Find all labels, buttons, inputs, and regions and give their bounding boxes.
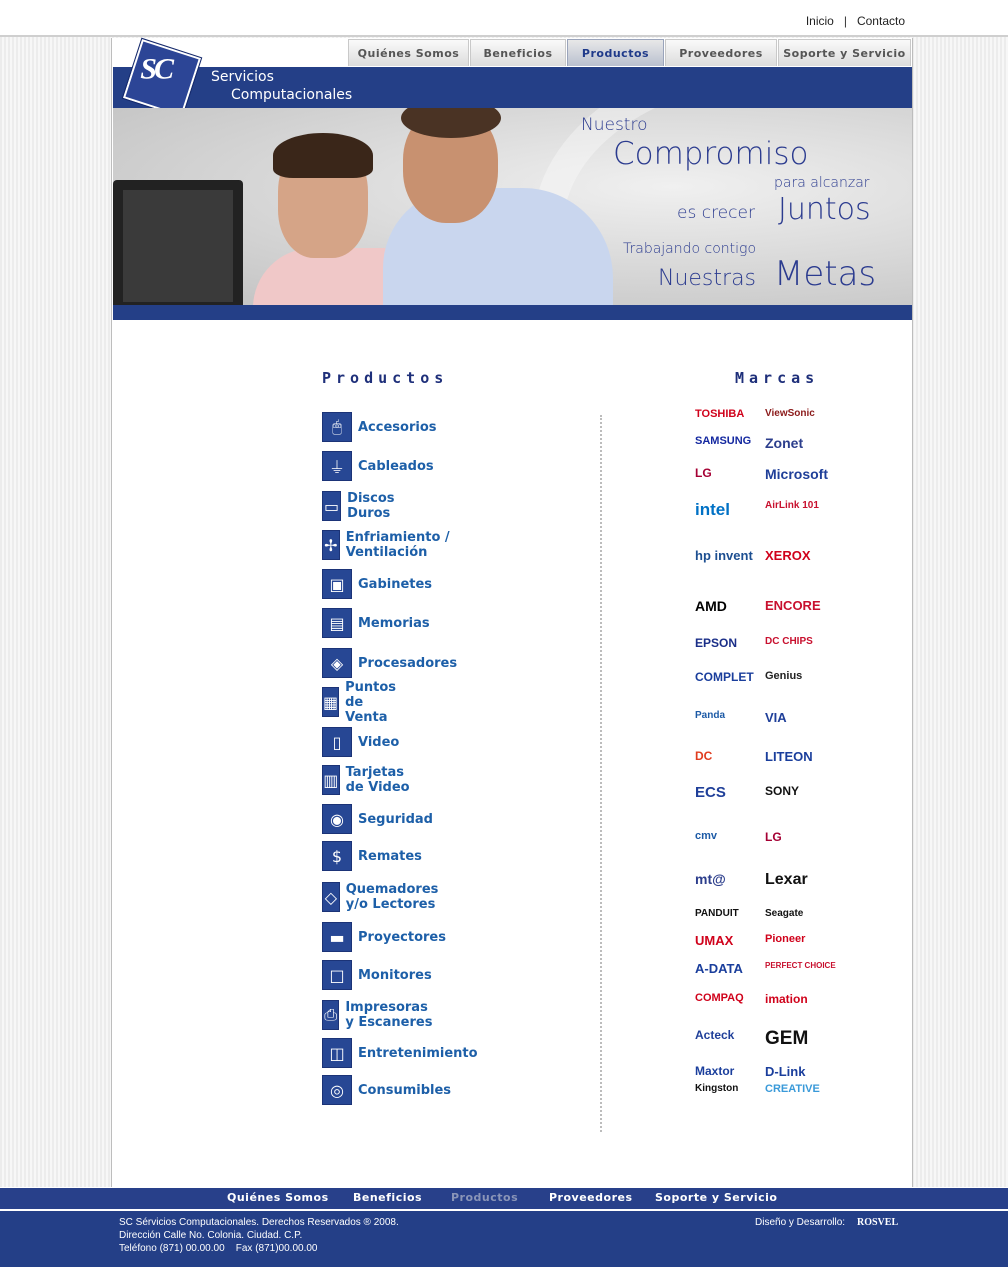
brand-logo-liteon[interactable]: LITEON	[765, 749, 813, 764]
brand-logo-genius[interactable]: Genius	[765, 670, 803, 682]
product-label: Quemadores y/o Lectores	[345, 882, 439, 912]
brand-logo-mt-[interactable]: mt@	[695, 871, 726, 887]
products-title: Productos	[322, 369, 449, 387]
product-procesadores[interactable]	[322, 647, 457, 679]
product-label: Discos Duros	[347, 491, 395, 521]
product-label: Enfriamiento / Ventilación	[345, 530, 450, 560]
brand-logo-via[interactable]: VIA	[765, 710, 787, 725]
brand-logo-lg[interactable]: LG	[695, 466, 712, 480]
nav-tab-productos[interactable]: Productos	[567, 39, 664, 66]
product-label: Video	[358, 734, 400, 750]
brand-logo-zonet[interactable]: Zonet	[765, 435, 804, 451]
footer-credit-name[interactable]: ROSVEL	[857, 1217, 899, 1228]
brand-logo-panduit[interactable]: PANDUIT	[695, 908, 739, 919]
hero-line4a: es crecer	[677, 203, 755, 223]
pos-icon: ▦	[322, 687, 339, 717]
remote-icon: ▯	[322, 727, 352, 757]
brand-logo-encore[interactable]: ENCORE	[765, 598, 821, 613]
computer-monitor-image	[113, 180, 243, 305]
product-enfriamiento[interactable]	[322, 529, 453, 561]
brand-logo-compaq[interactable]: COMPAQ	[695, 992, 744, 1004]
product-quemadores[interactable]	[322, 881, 451, 913]
case-icon: ▣	[322, 569, 352, 599]
main-nav	[348, 39, 912, 67]
projector-icon: ▬	[322, 922, 352, 952]
brand-logo-lg[interactable]: LG	[765, 830, 782, 844]
brand-name-line1: Servicios	[211, 69, 274, 85]
brand-logo-viewsonic[interactable]: ViewSonic	[765, 408, 815, 419]
product-discos-duros[interactable]	[322, 490, 405, 522]
fan-icon: ✢	[322, 530, 340, 560]
hero-line2: Compromiso	[613, 136, 809, 172]
cpu-icon: ◈	[322, 648, 352, 678]
brand-logo-dc-chips[interactable]: DC CHIPS	[765, 636, 813, 647]
brand-logo-seagate[interactable]: Seagate	[765, 908, 804, 919]
brand-logo-perfect-choice[interactable]: PERFECT CHOICE	[765, 961, 836, 970]
brand-logo-sony[interactable]: SONY	[765, 784, 800, 798]
brand-logo-gem[interactable]: GEM	[765, 1028, 809, 1049]
product-consumibles[interactable]	[322, 1074, 451, 1106]
brand-logo-xerox[interactable]: XEROX	[765, 548, 811, 563]
brand-logo-airlink-101[interactable]: AirLink 101	[765, 500, 819, 511]
home-link[interactable]: Inicio	[805, 14, 834, 28]
product-label: Procesadores	[358, 655, 458, 671]
hero-line6a: Nuestras	[658, 266, 757, 291]
memory-icon: ▤	[322, 608, 352, 638]
brand-logo-umax[interactable]: UMAX	[695, 933, 734, 948]
footer-copyright: SC Sérvicios Computacionales. Derechos Reservados ® 2008.	[119, 1217, 399, 1228]
brand-logo-a-data[interactable]: A-DATA	[695, 961, 743, 976]
mouse-icon: 🖱	[322, 412, 352, 442]
monitor-icon: □	[322, 960, 352, 990]
video-card-icon: ▥	[322, 765, 340, 795]
hero-line4b: Juntos	[778, 192, 871, 227]
brand-logo-imation[interactable]: imation	[765, 992, 808, 1006]
hero-banner	[113, 108, 912, 305]
product-entretenimiento[interactable]	[322, 1037, 478, 1069]
hero-line3: para alcanzar	[774, 175, 870, 191]
nav-tab-quienes-somos[interactable]: Quiénes Somos	[348, 39, 469, 66]
brands-title: Marcas	[735, 369, 820, 387]
brand-logo-dc[interactable]: DC	[695, 749, 713, 763]
hero-line5: Trabajando contigo	[623, 241, 757, 257]
product-video[interactable]	[322, 726, 399, 758]
product-puntos-de-venta[interactable]	[322, 679, 409, 725]
hero-bottom-bar	[113, 305, 912, 320]
brand-logo-hp-invent[interactable]: hp invent	[695, 548, 753, 563]
product-label: Monitores	[358, 967, 432, 983]
footer-nav-beneficios[interactable]: Beneficios	[353, 1191, 423, 1204]
product-label: Tarjetas de Video	[345, 765, 410, 795]
top-links-separator: |	[843, 14, 847, 28]
money-bag-icon: $	[322, 841, 352, 871]
product-label: Gabinetes	[358, 576, 433, 592]
hero-line6b: Metas	[774, 254, 877, 294]
product-label: Consumibles	[358, 1082, 452, 1098]
top-bar	[0, 0, 1008, 37]
product-label: Accesorios	[358, 419, 437, 435]
product-seguridad[interactable]	[322, 803, 433, 835]
brand-logo-toshiba[interactable]: TOSHIBA	[695, 408, 745, 420]
mentor-man-image	[383, 108, 633, 305]
brand-logo-samsung[interactable]: SAMSUNG	[695, 435, 752, 447]
disc-drive-icon: ◇	[322, 882, 340, 912]
printer-icon: ⎙	[322, 1000, 339, 1030]
product-label: Cableados	[358, 458, 434, 474]
product-label: Memorias	[358, 615, 430, 631]
brand-logo-maxtor[interactable]: Maxtor	[695, 1064, 735, 1078]
product-cableados[interactable]	[322, 450, 434, 482]
cd-icon: ◎	[322, 1075, 352, 1105]
product-proyectores[interactable]	[322, 921, 446, 953]
page-frame	[111, 38, 913, 1188]
product-label: Entretenimiento	[358, 1045, 478, 1061]
nav-tab-beneficios[interactable]: Beneficios	[470, 39, 566, 66]
product-gabinetes[interactable]	[322, 568, 432, 600]
brand-logo-intel[interactable]: intel	[695, 500, 730, 519]
brand-logo-ecs[interactable]: ECS	[695, 784, 726, 801]
product-label: Remates	[358, 848, 422, 864]
top-links	[806, 14, 905, 28]
brand-logo-microsoft[interactable]: Microsoft	[765, 466, 828, 482]
footer-phone: Teléfono (871) 00.00.00 Fax (871)00.00.00	[119, 1243, 318, 1254]
hard-drive-icon: ▭	[322, 491, 341, 521]
brand-logo-creative[interactable]: CREATIVE	[765, 1083, 820, 1095]
hero-line1: Nuestro	[581, 115, 648, 135]
footer-nav	[0, 1187, 1008, 1209]
footer-nav-proveedores[interactable]: Proveedores	[549, 1191, 633, 1204]
contact-link[interactable]: Contacto	[856, 14, 905, 28]
plug-icon: ⏚	[322, 451, 352, 481]
footer-nav-productos[interactable]: Productos	[451, 1191, 519, 1204]
product-impresoras[interactable]	[322, 999, 441, 1031]
nav-tab-proveedores[interactable]: Proveedores	[665, 39, 777, 66]
nav-tab-soporte-servicio[interactable]: Soporte y Servicio	[778, 39, 911, 66]
brand-logo-cmv[interactable]: cmv	[695, 830, 718, 842]
footer-credit-label: Diseño y Desarrollo:	[755, 1217, 846, 1228]
brand-logo-panda[interactable]: Panda	[695, 710, 726, 721]
footer	[0, 1209, 1008, 1267]
brand-logo-amd[interactable]: AMD	[695, 598, 727, 614]
footer-nav-soporte-servicio[interactable]: Soporte y Servicio	[655, 1191, 778, 1204]
section-divider	[600, 415, 602, 1132]
camera-icon: ◉	[322, 804, 352, 834]
product-label: Seguridad	[358, 811, 433, 827]
product-label: Puntos de Venta	[345, 679, 397, 725]
brand-logo-complet[interactable]: COMPLET	[695, 670, 754, 684]
product-remates[interactable]	[322, 840, 422, 872]
brand-name-line2: Computacionales	[231, 87, 353, 103]
brand-logo-lexar[interactable]: Lexar	[765, 871, 808, 888]
brand-logo-epson[interactable]: EPSON	[695, 636, 738, 650]
product-label: Impresoras y Escaneres	[345, 1000, 433, 1030]
entertainment-icon: ◫	[322, 1038, 352, 1068]
product-label: Proyectores	[358, 929, 446, 945]
logo-text: SC	[140, 52, 171, 86]
brand-logo-pioneer[interactable]: Pioneer	[765, 933, 806, 945]
brand-logo-acteck[interactable]: Acteck	[695, 1028, 735, 1042]
brand-bar	[113, 67, 912, 108]
product-memorias[interactable]	[322, 607, 430, 639]
brand-logo-kingston[interactable]: Kingston	[695, 1083, 739, 1094]
product-tarjetas-de-video[interactable]	[322, 764, 416, 796]
footer-address: Dirección Calle No. Colonia. Ciudad. C.P.	[119, 1230, 303, 1241]
product-accesorios[interactable]	[322, 411, 437, 443]
product-monitores[interactable]	[322, 959, 432, 991]
brand-logo-d-link[interactable]: D-Link	[765, 1064, 806, 1079]
footer-nav-quienes-somos[interactable]: Quiénes Somos	[227, 1191, 329, 1204]
